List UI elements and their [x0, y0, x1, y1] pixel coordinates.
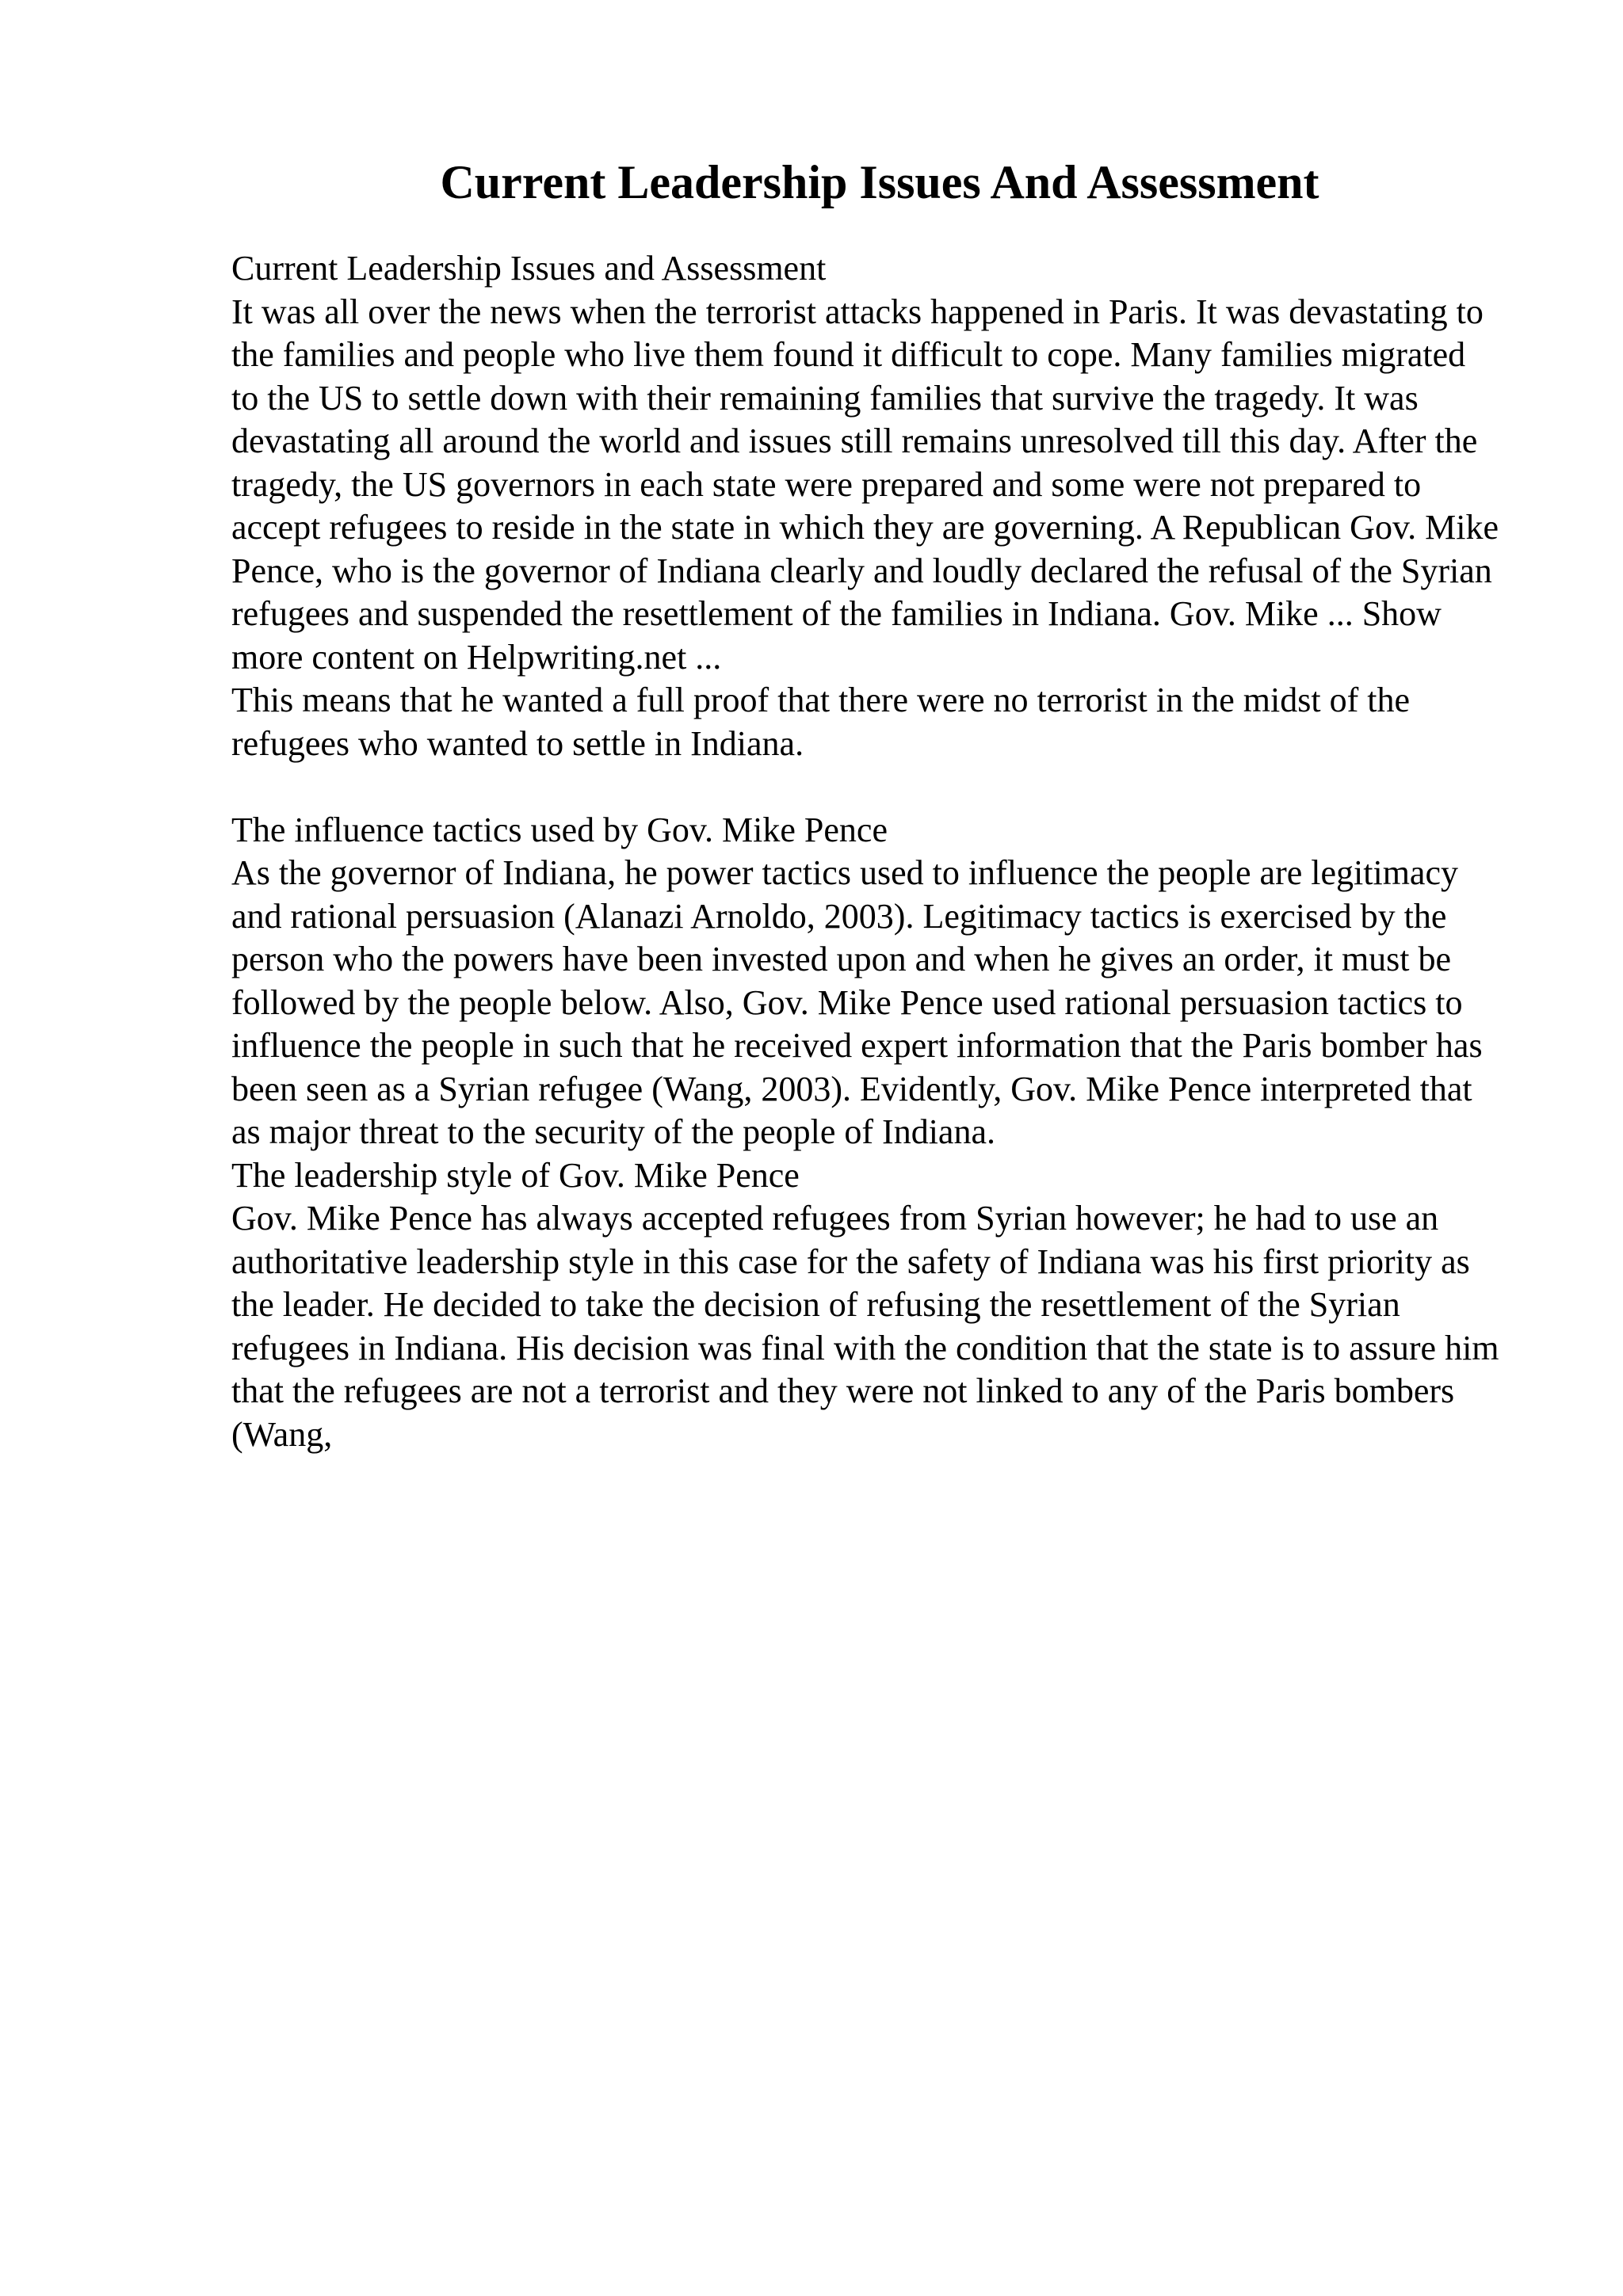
document-title: Current Leadership Issues And Assessment — [440, 156, 1319, 208]
paragraph-leadership-style: Gov. Mike Pence has always accepted refugees from Syrian however; he had to use an authoritative leadership style in this case for the safety of Indiana was his first priority as the leader. He decided to take the decision of refusing the resettlement of the Syrian refugees in Indiana. His decision was final with the condition that the state is to assure him that the refugees are not a terrorist and they were not linked to any of the Paris bombers (Wang, — [231, 1199, 1499, 1454]
section-heading-assessment: Current Leadership Issues and Assessment — [231, 249, 827, 288]
paragraph-proof: This means that he wanted a full proof that there were no terrorist in the midst of the refugees who wanted to settle in Indiana. — [231, 681, 1410, 763]
paragraph-intro: It was all over the news when the terrorist attacks happened in Paris. It was devastating to the families and people who live them found it difficult to cope. Many families migrated to the US to settle down with their remaining families that survive the tragedy. It was devastating all around the world and issues still remains unresolved till this day. After the tragedy, the US governors in each state were prepared and some were not prepared to accept refugees to reside in the state in which they are governing. A Republican Gov. Mike Pence, who is the governor of Indiana clearly and loudly declared the refusal of the Syrian refugees and suspended the resettlement of the families in Indiana. Gov. Mike ... Show more content on Helpwriting.net ... — [231, 292, 1499, 677]
paragraph-influence-tactics: As the governor of Indiana, he power tactics used to influence the people are legitimacy and rational persuasion (Alanazi Arnoldo, 2003). Legitimacy tactics is exercised by the person who the powers have been invested upon and when he gives an order, it must be followed by the people below. Also, Gov. Mike Pence used rational persuasion tactics to influence the people in such that he received expert information that the Paris bomber has been seen as a Syrian refugee (Wang, 2003). Evidently, Gov. Mike Pence interpreted that as major threat to the security of the people of Indiana. — [231, 853, 1483, 1151]
section-heading-leadership-style: The leadership style of Gov. Mike Pence — [231, 1155, 800, 1195]
section-heading-influence-tactics: The influence tactics used by Gov. Mike Pence — [231, 810, 888, 849]
paragraph-spacer — [231, 765, 1499, 809]
document-body — [231, 247, 1499, 1456]
